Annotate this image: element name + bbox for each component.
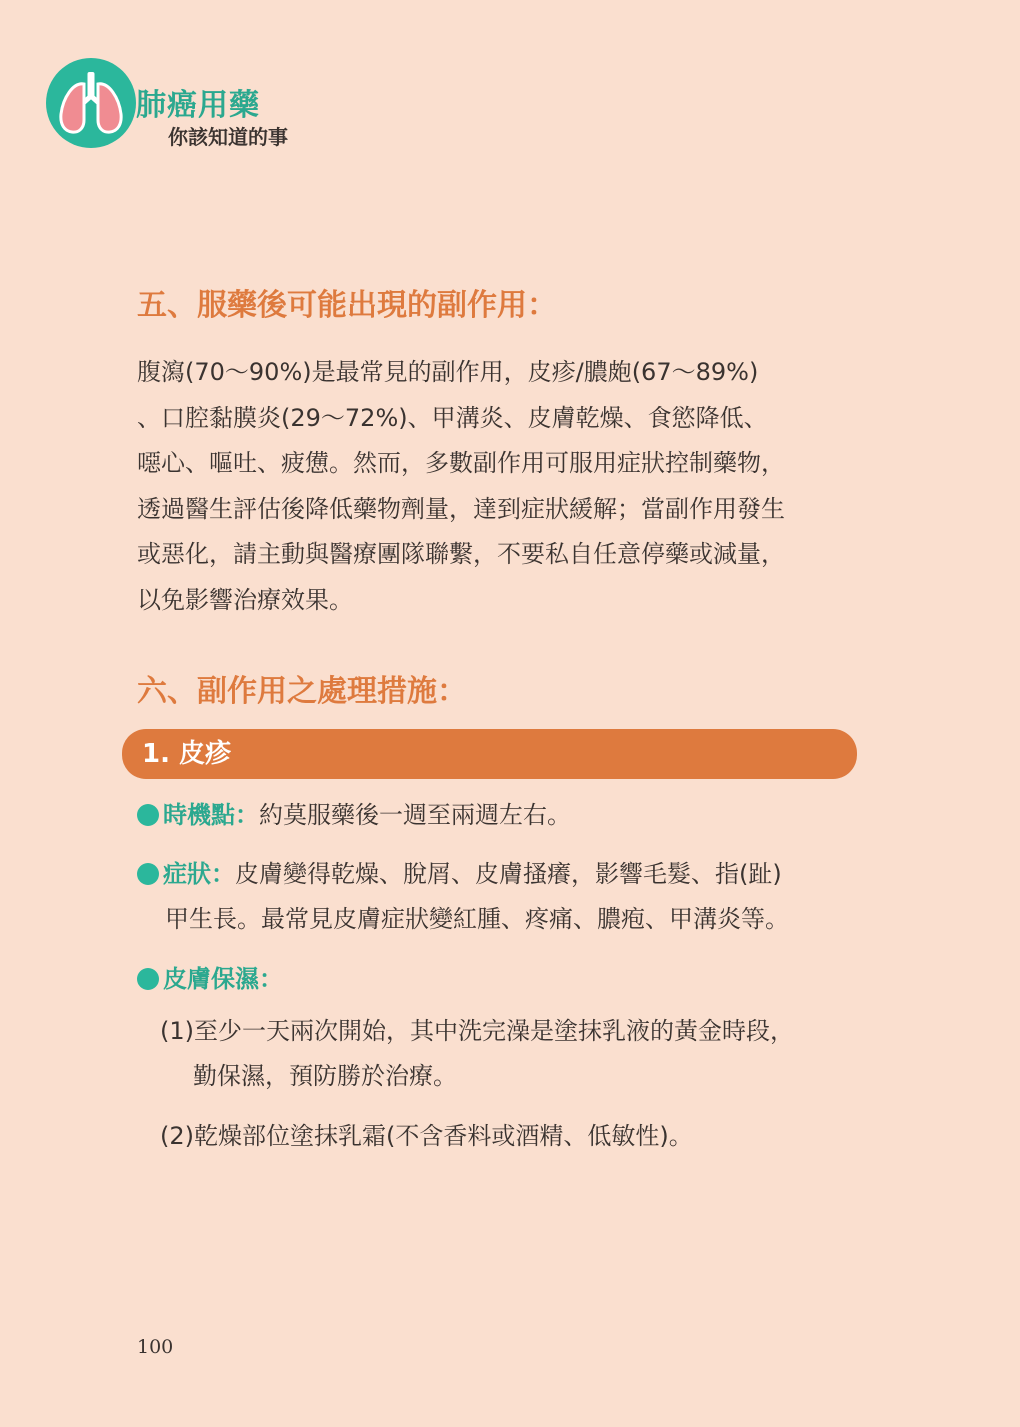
paragraph-line: 腹瀉(70～90%)是最常見的副作用，皮疹/膿皰(67～89%) bbox=[137, 358, 759, 386]
rash-subsection-bar bbox=[122, 729, 857, 779]
bullet-dot-icon bbox=[137, 804, 159, 826]
book-subtitle: 你該知道的事 bbox=[168, 125, 288, 149]
page-number: 100 bbox=[137, 1336, 174, 1358]
rash-subsection-title: 1. 皮疹 bbox=[142, 739, 232, 769]
timing-text: 約莫服藥後一週至兩週左右。 bbox=[259, 801, 571, 829]
moisture-step-1-continued: 勤保濕，預防勝於治療。 bbox=[193, 1062, 457, 1090]
moisture-label: 皮膚保濕： bbox=[163, 965, 283, 993]
paragraph-line: 、口腔黏膜炎(29～72%)、甲溝炎、皮膚乾燥、食慾降低、 bbox=[137, 403, 768, 432]
paragraph-line: 透過醫生評估後降低藥物劑量，達到症狀緩解；當副作用發生 bbox=[137, 494, 785, 523]
timing-item bbox=[137, 793, 571, 839]
logo-badge bbox=[46, 58, 136, 148]
section-five-title: 五、服藥後可能出現的副作用： bbox=[137, 288, 557, 323]
symptom-label: 症狀： bbox=[163, 860, 235, 888]
symptom-text: 皮膚變得乾燥、脫屑、皮膚搔癢，影響毛髮、指(趾) bbox=[235, 860, 782, 888]
moisture-step-2: (2)乾燥部位塗抹乳霜(不含香料或酒精、低敏性)。 bbox=[160, 1122, 693, 1150]
book-header bbox=[46, 58, 346, 150]
timing-label: 時機點： bbox=[163, 801, 259, 829]
paragraph-line: 或惡化，請主動與醫療團隊聯繫，不要私自任意停藥或減量， bbox=[137, 540, 785, 568]
moisture-step-1: (1)至少一天兩次開始，其中洗完澡是塗抹乳液的黃金時段， bbox=[160, 1017, 794, 1045]
section-six-title: 六、副作用之處理措施： bbox=[137, 674, 467, 709]
moisture-item bbox=[137, 957, 283, 1003]
side-effects-paragraph bbox=[137, 350, 867, 623]
symptom-item bbox=[137, 852, 782, 898]
bullet-dot-icon bbox=[137, 863, 159, 885]
lungs-icon bbox=[46, 58, 136, 148]
paragraph-line: 以免影響治療效果。 bbox=[137, 585, 353, 614]
paragraph-line: 噁心、嘔吐、疲憊。然而，多數副作用可服用症狀控制藥物， bbox=[137, 449, 785, 477]
symptom-text-continued: 甲生長。最常見皮膚症狀變紅腫、疼痛、膿疱、甲溝炎等。 bbox=[165, 905, 789, 933]
bullet-dot-icon bbox=[137, 968, 159, 990]
book-title: 肺癌用藥 bbox=[136, 88, 260, 123]
